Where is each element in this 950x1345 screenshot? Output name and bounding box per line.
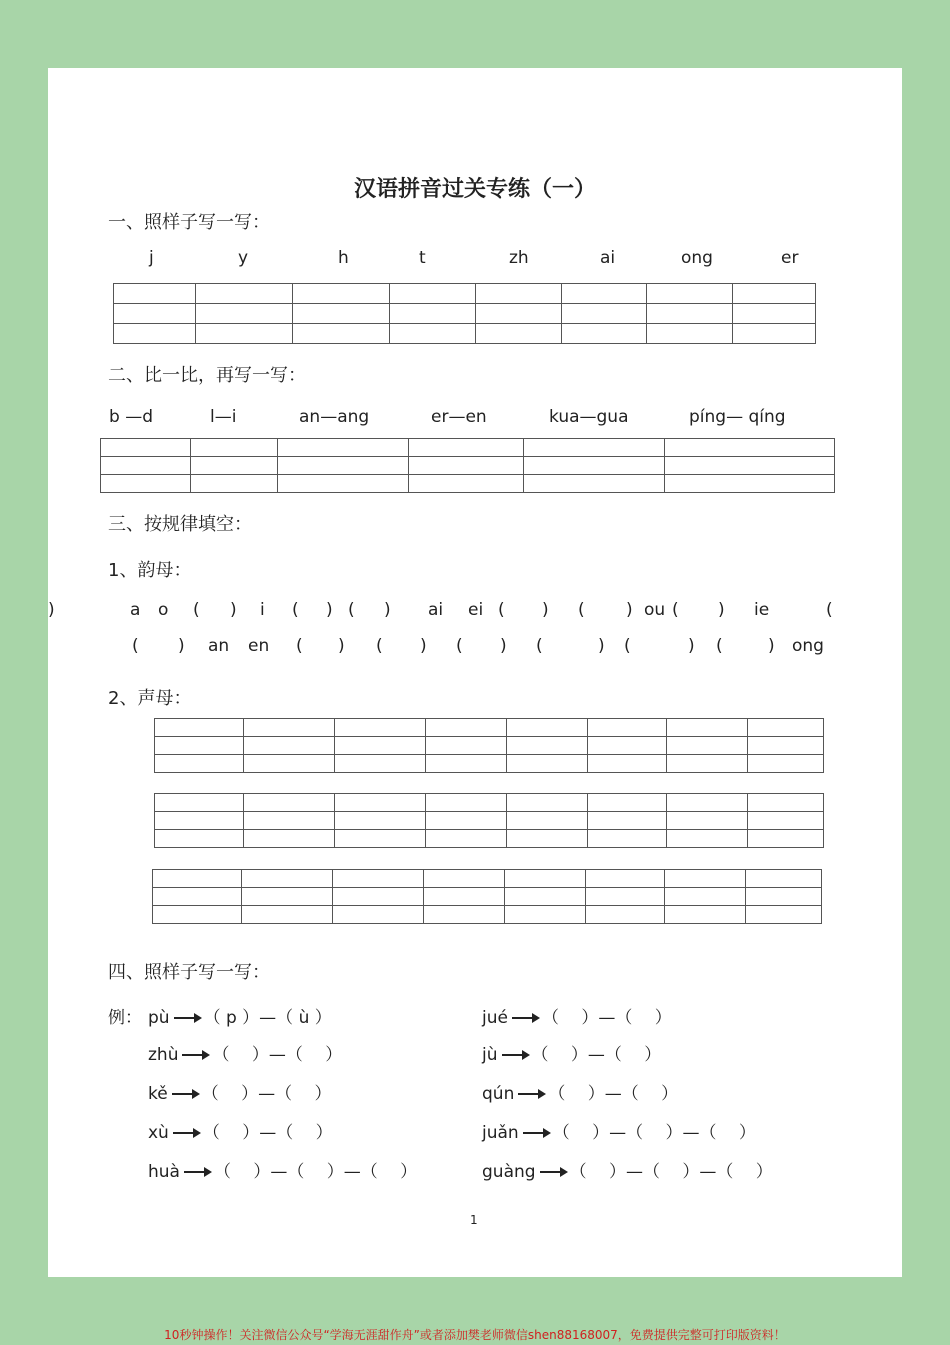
compare-pair: b —d <box>109 407 153 427</box>
finals-token: ) <box>338 636 345 656</box>
finals-token: ( <box>132 636 139 656</box>
finals-token: ( <box>536 636 543 656</box>
finals-token: ( <box>348 600 355 620</box>
finals-token: o <box>158 600 169 620</box>
finals-token: ( <box>292 600 299 620</box>
finals-token: ( <box>193 600 200 620</box>
compare-pair: píng— qíng <box>689 407 786 427</box>
letter: er <box>781 248 799 268</box>
section4-heading: 四、照样子写一写： <box>108 962 270 983</box>
exercise-row <box>482 1118 756 1143</box>
pinyin-word: jué <box>482 1008 508 1028</box>
letter: t <box>419 248 426 268</box>
exercise-row <box>482 1079 678 1104</box>
exercise-row <box>148 1079 332 1104</box>
finals-token: ) <box>598 636 605 656</box>
finals-token: an <box>208 636 230 656</box>
pinyin-word: guàng <box>482 1162 536 1182</box>
writing-grid-2[interactable] <box>100 438 835 493</box>
footer-note: 10秒钟操作！关注微信公众号“学海无涯甜作舟”或者添加樊老师微信shen88168007，免费提供完整可打印版资料！ <box>164 1328 786 1342</box>
writing-grid-5[interactable] <box>152 869 822 924</box>
finals-token: ong <box>792 636 824 656</box>
pinyin-word: juǎn <box>482 1123 519 1143</box>
arrow-icon <box>172 1093 198 1095</box>
answer-blanks[interactable]: （ ）—（ ） <box>531 1045 662 1065</box>
exercise-row <box>148 1003 332 1028</box>
finals-token: ) <box>178 636 185 656</box>
arrow-icon <box>174 1017 200 1019</box>
finals-token: ) <box>542 600 549 620</box>
compare-pair: kua—gua <box>549 407 629 427</box>
finals-token: en <box>248 636 270 656</box>
arrow-icon <box>523 1132 549 1134</box>
pinyin-word: huà <box>148 1162 180 1182</box>
section2-heading: 二、比一比，再写一写： <box>108 365 306 386</box>
pinyin-word: qún <box>482 1084 515 1104</box>
exercise-row <box>482 1003 672 1028</box>
finals-token: ) <box>688 636 695 656</box>
writing-grid-1[interactable] <box>113 283 816 344</box>
arrow-icon <box>182 1054 208 1056</box>
answer-blanks[interactable]: （ ）—（ ） <box>541 1008 672 1028</box>
section1-heading: 一、照样子写一写： <box>108 212 270 233</box>
answer-blanks[interactable]: （ ）—（ ） <box>548 1084 679 1104</box>
finals-token: ( <box>498 600 505 620</box>
finals-token: ) <box>626 600 633 620</box>
letter: j <box>149 248 154 268</box>
letter: ong <box>681 248 713 268</box>
arrow-icon <box>184 1171 210 1173</box>
writing-grid-3[interactable] <box>154 718 824 773</box>
exercise-row <box>148 1118 333 1143</box>
finals-token: ) <box>384 600 391 620</box>
finals-token: ( <box>376 636 383 656</box>
finals-token: ) <box>500 636 507 656</box>
exercise-row <box>482 1157 773 1182</box>
answer-blanks[interactable]: （ ）—（ ） <box>201 1084 332 1104</box>
pinyin-word: kě <box>148 1084 168 1104</box>
pinyin-word: pù <box>148 1008 170 1028</box>
letter: h <box>338 248 349 268</box>
page-number: 1 <box>470 1213 478 1227</box>
arrow-icon <box>512 1017 538 1019</box>
arrow-icon <box>518 1093 544 1095</box>
finals-token: ) <box>326 600 333 620</box>
answer-blanks[interactable]: （ ）—（ ）—（ ） <box>552 1123 756 1143</box>
finals-token: a <box>130 600 141 620</box>
initials-label: 2、声母： <box>108 688 192 709</box>
example-label: 例： <box>108 1008 142 1028</box>
finals-token: ( <box>826 600 833 620</box>
finals-token: ) <box>48 600 55 620</box>
answer-blanks[interactable]: （ p ）—（ ù ） <box>203 1008 332 1028</box>
finals-token: ( <box>578 600 585 620</box>
writing-grid-4[interactable] <box>154 793 824 848</box>
finals-token: ( <box>456 636 463 656</box>
finals-token: ai <box>428 600 444 620</box>
finals-token: ( <box>672 600 679 620</box>
finals-token: ( <box>296 636 303 656</box>
finals-token: ( <box>716 636 723 656</box>
answer-blanks[interactable]: （ ）—（ ） <box>202 1123 333 1143</box>
arrow-icon <box>540 1171 566 1173</box>
arrow-icon <box>502 1054 528 1056</box>
finals-token: ) <box>420 636 427 656</box>
compare-pair: l—i <box>210 407 237 427</box>
finals-token: ou <box>644 600 666 620</box>
finals-token: ei <box>468 600 484 620</box>
letter: y <box>238 248 249 268</box>
exercise-row <box>148 1157 417 1182</box>
letter: zh <box>509 248 529 268</box>
pinyin-word: zhù <box>148 1045 179 1065</box>
finals-token: ) <box>230 600 237 620</box>
pinyin-word: xù <box>148 1123 169 1143</box>
compare-pair: er—en <box>431 407 487 427</box>
answer-blanks[interactable]: （ ）—（ ） <box>212 1045 343 1065</box>
letter: ai <box>600 248 616 268</box>
finals-token: i <box>260 600 265 620</box>
worksheet-page <box>48 68 902 1277</box>
answer-blanks[interactable]: （ ）—（ ）—（ ） <box>569 1162 773 1182</box>
section3-heading: 三、按规律填空： <box>108 514 252 535</box>
compare-pair: an—ang <box>299 407 370 427</box>
exercise-row <box>482 1040 661 1065</box>
finals-token: ) <box>718 600 725 620</box>
pinyin-word: jù <box>482 1045 498 1065</box>
finals-token: ( <box>624 636 631 656</box>
finals-token: ) <box>768 636 775 656</box>
answer-blanks[interactable]: （ ）—（ ）—（ ） <box>213 1162 418 1182</box>
finals-token: ie <box>754 600 770 620</box>
finals-label: 1、韵母： <box>108 560 192 581</box>
arrow-icon <box>173 1132 199 1134</box>
exercise-row <box>148 1040 342 1065</box>
page-title: 汉语拼音过关专练（一） <box>353 177 596 202</box>
